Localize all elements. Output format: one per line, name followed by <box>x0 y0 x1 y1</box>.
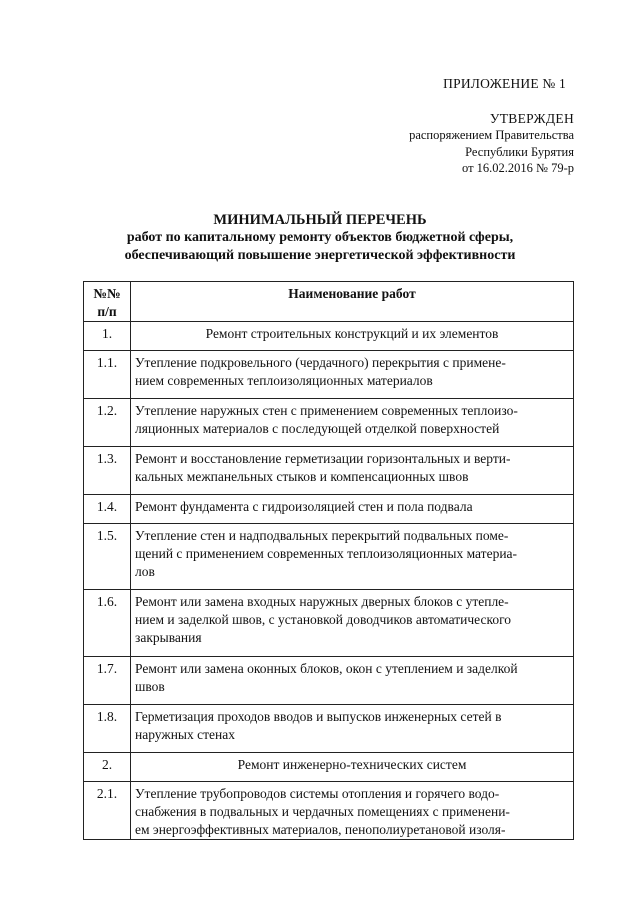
table-row <box>84 495 574 524</box>
table-row <box>84 705 574 753</box>
work-description-line: Утепление стен и надподвальных перекрытий подвальных поме- <box>135 528 509 543</box>
table-section-row <box>84 322 574 351</box>
row-number: 1.8. <box>84 705 131 753</box>
table-row <box>84 590 574 657</box>
document-subtitle-line-2: обеспечивающий повышение энергетической эффективности <box>124 248 516 263</box>
approved-by-line-2: Республики Бурятия <box>465 145 574 159</box>
row-number: 1.1. <box>84 351 131 399</box>
row-number: 1.5. <box>84 524 131 590</box>
work-description-line: нием современных теплоизоляционных материалов <box>135 373 433 388</box>
row-number: 1. <box>84 322 131 351</box>
works-table-body <box>84 322 574 840</box>
table-row <box>84 524 574 590</box>
work-description-line: Ремонт инженерно-технических систем <box>237 757 467 772</box>
approved-by-line-1: распоряжением Правительства <box>409 128 574 142</box>
column-header-name: Наименование работ <box>131 282 574 322</box>
work-description <box>131 705 574 753</box>
work-description <box>131 590 574 657</box>
work-description <box>131 495 574 524</box>
work-description-line: закрывания <box>135 630 202 645</box>
work-description <box>131 524 574 590</box>
work-description <box>131 657 574 705</box>
works-table <box>83 281 574 840</box>
work-description <box>131 351 574 399</box>
row-number: 1.2. <box>84 399 131 447</box>
column-header-number-line-1: №№ <box>93 286 121 301</box>
work-description-line: ем энергоэффективных материалов, пенополиуретановой изоля- <box>135 822 506 837</box>
work-description <box>131 447 574 495</box>
work-description-line: щений с применением современных теплоизоляционных материа- <box>135 546 518 561</box>
table-row <box>84 657 574 705</box>
approved-date: от 16.02.2016 № 79-р <box>461 161 574 175</box>
table-header-row <box>84 282 574 322</box>
work-description <box>131 399 574 447</box>
row-number: 1.3. <box>84 447 131 495</box>
work-description-line: Ремонт и восстановление герметизации горизонтальных и верти- <box>135 451 511 466</box>
row-number: 2.1. <box>84 782 131 840</box>
table-section-row <box>84 753 574 782</box>
table-row <box>84 351 574 399</box>
work-description-line: Герметизация проходов вводов и выпусков инженерных сетей в <box>135 709 502 724</box>
work-description-line: Утепление подкровельного (чердачного) перекрытия с примене- <box>135 355 506 370</box>
appendix-label: ПРИЛОЖЕНИЕ № 1 <box>443 76 566 91</box>
work-description-line: Ремонт строительных конструкций и их элементов <box>205 326 499 341</box>
table-row <box>84 447 574 495</box>
work-description-line: швов <box>135 679 165 694</box>
section-title <box>131 322 574 351</box>
work-description-line: Утепление наружных стен с применением современных теплоизо- <box>135 403 518 418</box>
work-description-line: лов <box>135 564 155 579</box>
row-number: 2. <box>84 753 131 782</box>
work-description-line: кальных межпанельных стыков и компенсационных швов <box>135 469 469 484</box>
work-description <box>131 782 574 840</box>
work-description-line: Утепление трубопроводов системы отопления и горячего водо- <box>135 786 500 801</box>
row-number: 1.4. <box>84 495 131 524</box>
column-header-number-line-2: п/п <box>97 304 117 319</box>
row-number: 1.7. <box>84 657 131 705</box>
work-description-line: Ремонт или замена входных наружных дверных блоков с утепле- <box>135 594 509 609</box>
table-row <box>84 399 574 447</box>
row-number: 1.6. <box>84 590 131 657</box>
document-subtitle-line-1: работ по капитальному ремонту объектов бюджетной сферы, <box>126 230 514 245</box>
work-description-line: наружных стенах <box>135 727 235 742</box>
work-description-line: нием и заделкой швов, с установкой доводчиков автоматического <box>135 612 512 627</box>
work-description-line: ляционных материалов с последующей отделкой поверхностей <box>135 421 500 436</box>
table-row <box>84 782 574 840</box>
work-description-line: снабжения в подвальных и чердачных помещениях с применени- <box>135 804 510 819</box>
section-title <box>131 753 574 782</box>
column-header-number <box>84 282 131 322</box>
approved-label: УТВЕРЖДЕН <box>489 111 574 126</box>
document-title: МИНИМАЛЬНЫЙ ПЕРЕЧЕНЬ <box>213 212 427 228</box>
work-description-line: Ремонт или замена оконных блоков, окон с утеплением и заделкой <box>135 661 518 676</box>
work-description-line: Ремонт фундамента с гидроизоляцией стен и пола подвала <box>135 499 473 514</box>
